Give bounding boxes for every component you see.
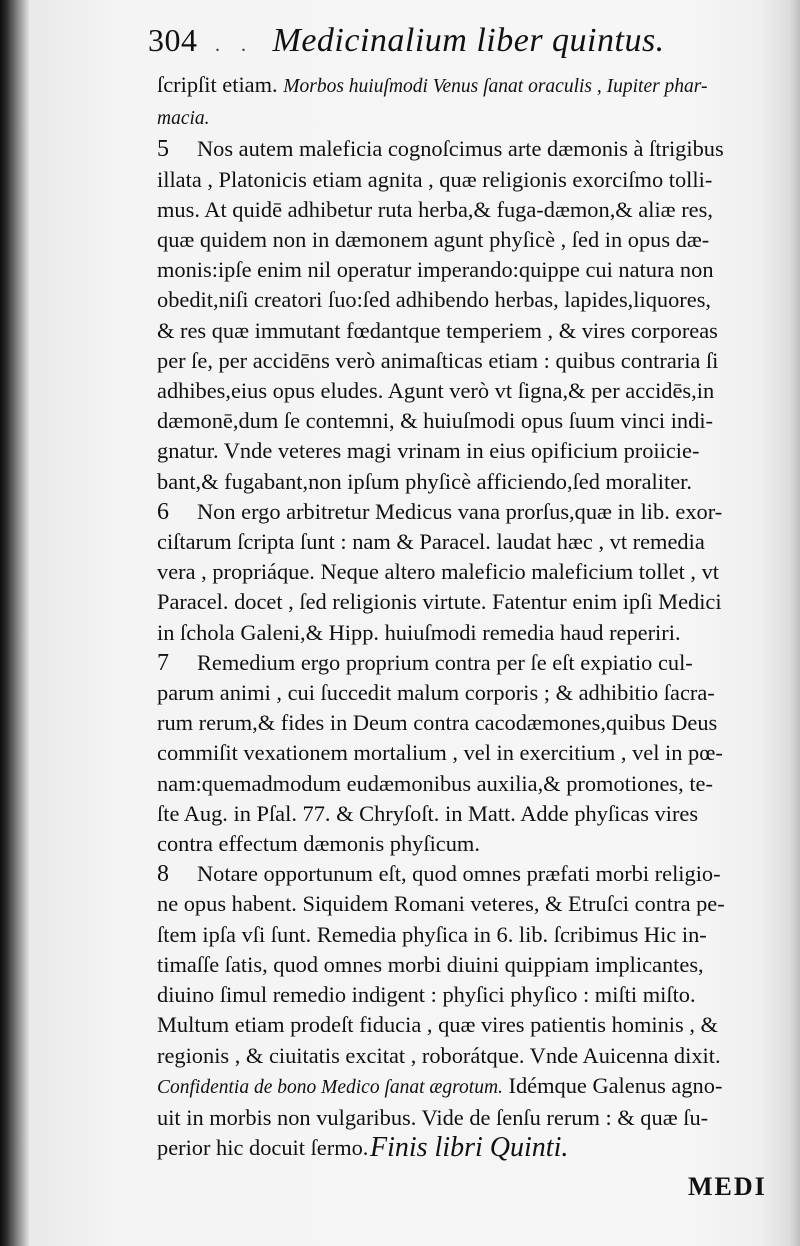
line-text: in ſchola Galeni,& Hipp. huiuſmodi remedia haud reperiri.: [157, 619, 681, 645]
paragraph-number: 8: [157, 861, 169, 888]
text-line: [157, 980, 767, 1010]
text-line: [157, 1010, 767, 1040]
line-text: contra effectum dæmonis phyſicum.: [157, 831, 480, 857]
line-text: rum rerum,& fides in Deum contra cacodæmones,quibus Deus: [157, 710, 718, 736]
text-line: [157, 70, 767, 102]
text-line: [157, 255, 767, 285]
line-text: ſcripſit etiam.: [157, 72, 284, 97]
line-text: Non ergo arbitretur Medicus vana prorſus,quæ in lib. exor-: [197, 498, 723, 524]
paragraph-number: 7: [157, 649, 169, 676]
italic-text: Confidentia de bono Medico ſanat ægrotum.: [157, 1076, 503, 1098]
line-text: uit in morbis non vulgaribus. Vide de ſenſu rerum : & quæ ſu-: [157, 1104, 709, 1130]
running-title: Medicinalium liber quintus.: [272, 22, 665, 59]
text-line: [157, 557, 767, 587]
text-line: [157, 769, 767, 799]
line-text: bant,& fugabant,non ipſum phyſicè afficiendo,ſed moraliter.: [157, 468, 692, 494]
text-line: [157, 436, 767, 466]
text-line: [157, 346, 767, 376]
paragraph-number: 6: [157, 498, 169, 525]
line-text: obedit,niſi creatori ſuo:ſed adhibendo herbas, lapides,liquores,: [157, 287, 712, 313]
line-text: Paracel. docet , ſed religionis virtute. Fatentur enim ipſi Medici: [157, 589, 722, 615]
text-line: [157, 102, 767, 134]
line-text: mus. At quidē adhibetur ruta herba,& fuga-dæmon,& aliæ res,: [157, 196, 713, 222]
line-text: ſte Aug. in Pſal. 77. & Chryſoſt. in Matt. Adde phyſicas vires: [157, 800, 699, 826]
text-line: [157, 648, 767, 678]
line-text: commiſit vexationem mortalium , vel in exercitium , vel in pœ-: [157, 740, 723, 766]
text-line: [157, 799, 767, 829]
text-line: [157, 285, 767, 315]
line-text: ne opus habent. Siquidem Romani veteres, & Etruſci contra pe-: [157, 891, 725, 917]
line-text: quæ quidem non in dæmonem agunt phyſicè , ſed in opus dæ-: [157, 227, 710, 253]
body-text: [157, 70, 767, 1163]
line-text: Nos autem maleficia cognoſcimus arte dæmonis à ſtrigibus: [197, 136, 724, 162]
line-text: monis:ipſe enim nil operatur imperando:quippe cui natura non: [157, 257, 714, 283]
line-text: & res quæ immutant fœdantque temperiem , & vires corporeas: [157, 317, 718, 343]
text-line: [157, 406, 767, 436]
line-text: ſtem ipſa vſi ſunt. Remedia phyſica in 6. lib. ſcribimus Hic in-: [157, 921, 707, 947]
catchword: MEDI: [688, 1172, 767, 1201]
text-line: [157, 376, 767, 406]
line-text: Notare opportunum eſt, quod omnes præfati morbi religio-: [197, 861, 721, 887]
line-text: Multum etiam prodeſt fiducia , quæ vires patientis hominis , &: [157, 1012, 718, 1038]
text-line: [157, 738, 767, 768]
line-text: illata , Platonicis etiam agnita , quæ religionis exorciſmo tolli-: [157, 166, 713, 192]
text-line: [157, 889, 767, 919]
page-number: 304: [148, 22, 198, 58]
line-text: Remedium ergo proprium contra per ſe eſt expiatio cul-: [197, 649, 693, 675]
header-dots: . .: [215, 34, 255, 56]
page-header: [148, 22, 665, 60]
text-line: [157, 316, 767, 346]
italic-text: Morbos huiuſmodi Venus ſanat oraculis , Iupiter phar-: [283, 76, 708, 97]
line-text: regionis , & ciuitatis excitat , roborátque. Vnde Auicenna dixit.: [157, 1042, 721, 1068]
line-text: nam:quemadmodum eudæmonibus auxilia,& promotiones, te-: [157, 770, 713, 796]
text-line: [157, 859, 767, 889]
text-line: [157, 829, 767, 859]
line-text: timaſſe ſatis, quod omnes morbi diuini quippiam implicantes,: [157, 951, 704, 977]
line-text: vera , propriáque. Neque altero maleficio maleficium tollet , vt: [157, 559, 720, 585]
text-line: [157, 225, 767, 255]
text-line: [157, 527, 767, 557]
text-line: [157, 165, 767, 195]
text-line: [157, 134, 767, 164]
line-text: gnatur. Vnde veteres magi vrinam in eius opificium proiicie-: [157, 438, 700, 464]
italic-text: macia.: [157, 108, 210, 130]
finis-line: Finis libri Quinti.: [370, 1132, 569, 1163]
text-line: [157, 1071, 767, 1103]
line-text-after: Idémque Galenus agno-: [502, 1072, 723, 1098]
text-line: [157, 467, 767, 497]
text-line: [157, 195, 767, 225]
text-line: [157, 950, 767, 980]
text-line: [157, 920, 767, 950]
line-text: dæmonē,dum ſe contemni, & huiuſmodi opus ſuum vinci indi-: [157, 408, 713, 434]
line-text: ciſtarum ſcripta ſunt : nam & Paracel. laudat hæc , vt remedia: [157, 529, 705, 555]
text-line: [157, 678, 767, 708]
line-text: parum animi , cui ſuccedit malum corporis ; & adhibitio ſacra-: [157, 680, 715, 706]
text-line: [157, 1041, 767, 1071]
text-line: [157, 708, 767, 738]
text-line: [157, 587, 767, 617]
line-text: perior hic docuit ſermo.: [157, 1135, 369, 1161]
paragraph-number: 5: [157, 136, 169, 163]
text-line: [157, 1103, 767, 1133]
text-line: [157, 618, 767, 648]
line-text: per ſe, per accidēns verò animaſticas etiam : quibus contraria ſi: [157, 347, 719, 373]
line-text: adhibes,eius opus eludes. Agunt verò vt ſigna,& per accidēs,in: [157, 378, 715, 404]
text-line: [157, 497, 767, 527]
line-text: diuino ſimul remedio indigent : phyſici phyſico : miſti miſto.: [157, 982, 696, 1008]
